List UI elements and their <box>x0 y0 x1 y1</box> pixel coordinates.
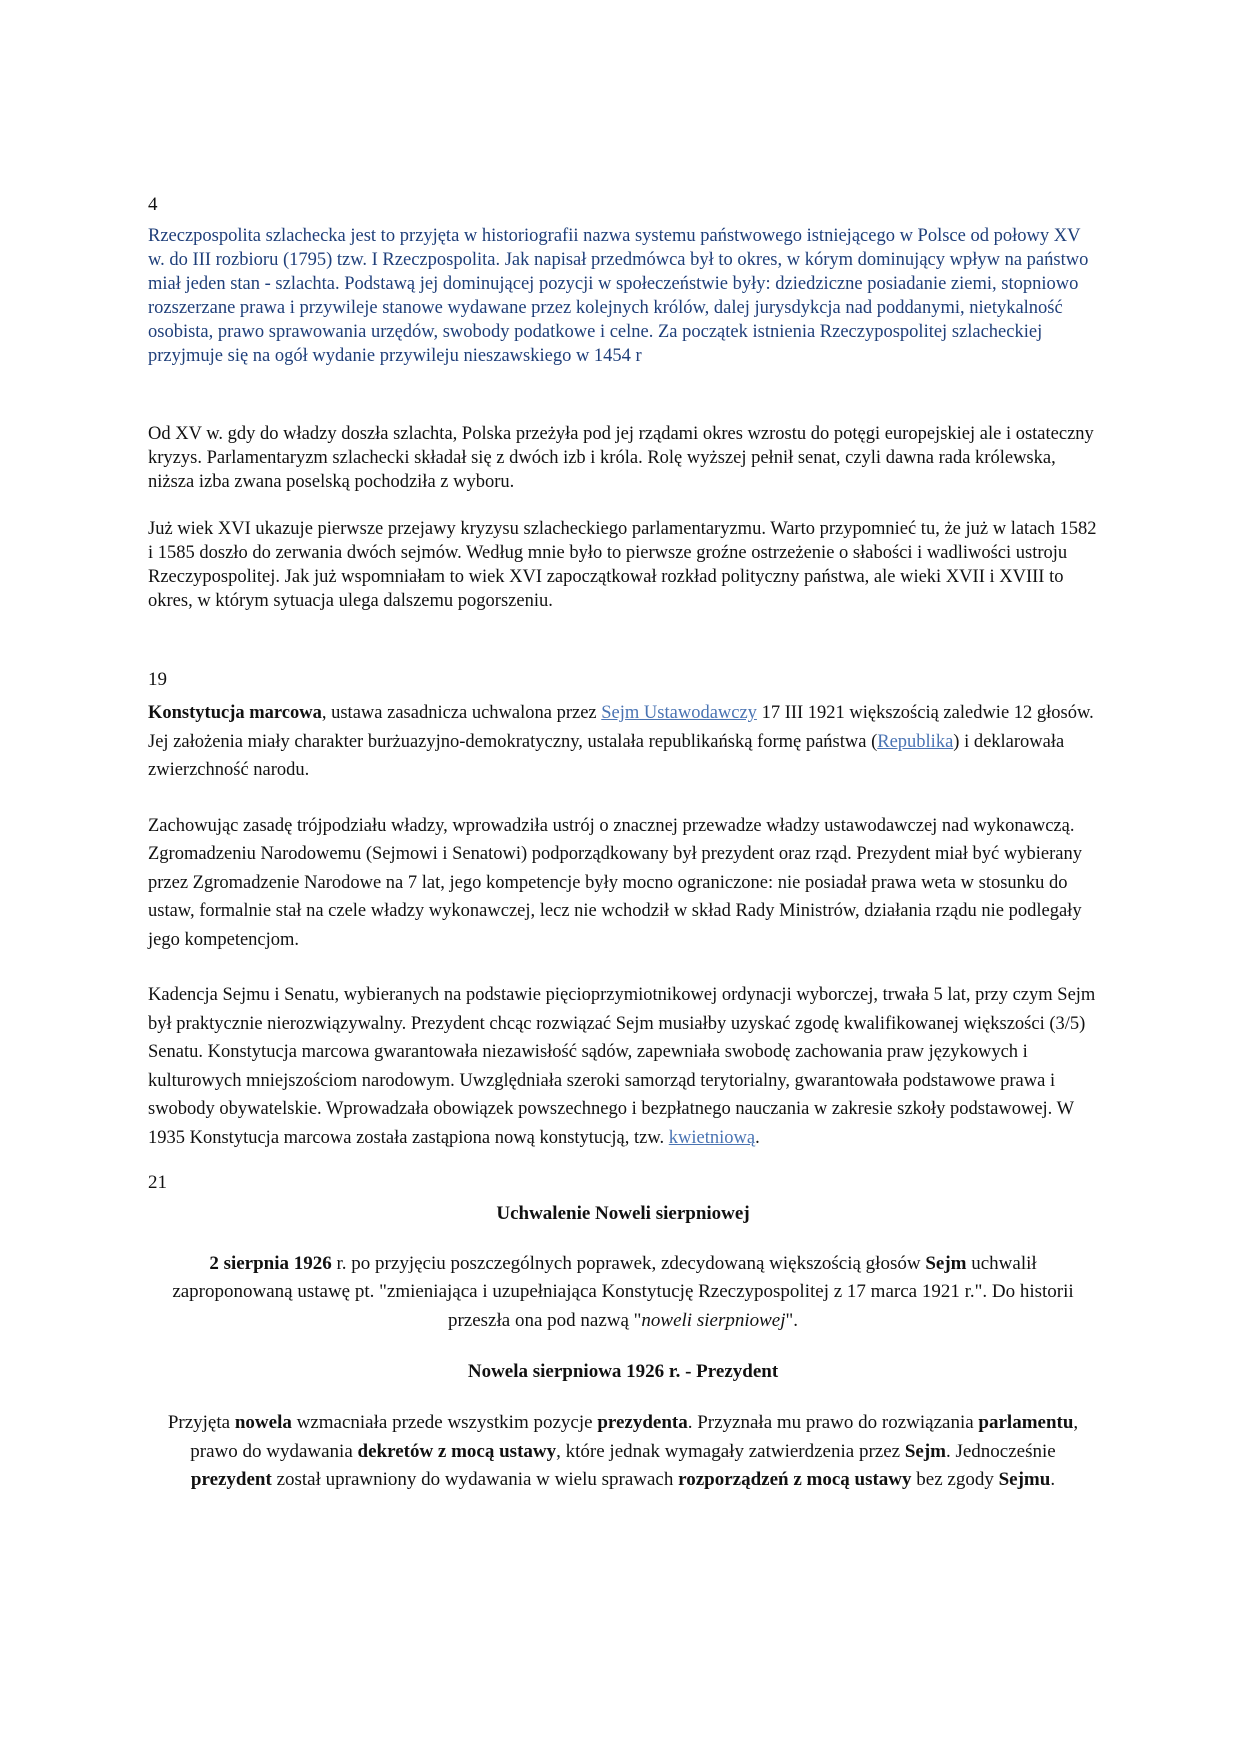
section-number-4: 4 <box>148 194 158 215</box>
paragraph-trojpodzial: Zachowując zasadę trójpodziału władzy, wprowadziła ustrój o znacznej przewadze władzy ustawodawczej nad wykonawczą. Zgromadzeniu Narodowemu (Sejmowi i Senatowi) podporządkowany był prezydent oraz rząd. Prezydent miał być wybierany przez Zgromadzenie Narodowe na 7 lat, jego kompetencje były mocno ograniczone: nie posiadał prawa weta w stosunku do ustaw, formalnie stał na czele władzy wykonawczej, lecz nie wchodził w skład Rady Ministrów, działania rządu nie podlegały jego kompetencjom. <box>148 815 1082 950</box>
paragraph-konstytucja-marcowa: Konstytucja marcowa, ustawa zasadnicza uchwalona przez Sejm Ustawodawczy 17 III 1921 większością zaledwie 12 głosów. Jej założenia miały charakter burżuazyjno-demokratyczny, ustalała republikańską formę państwa (Republika) i deklarowała zwierzchność narodu. <box>148 703 1094 780</box>
paragraph-nowela-prezydent: Przyjęta nowela wzmacniała przede wszystkim pozycje prezydenta. Przyznała mu prawo do rozwiązania parlamentu, prawo do wydawania dekretów z mocą ustawy, które jednak wymagały zatwierdzenia przez Sejm. Jednocześnie prezydent został uprawniony do wydawania w wielu sprawach rozporządzeń z mocą ustawy bez zgody Sejmu. <box>167 1412 1079 1490</box>
heading-nowela-prezydent: Nowela sierpniowa 1926 r. - Prezydent <box>467 1361 779 1382</box>
section-number-19: 19 <box>148 669 167 690</box>
heading-uchwalenie-noweli: Uchwalenie Noweli sierpniowej <box>496 1202 750 1224</box>
link-republika[interactable]: Republika <box>877 731 954 752</box>
link-sejm-ustawodawczy[interactable]: Sejm Ustawodawczy <box>601 703 757 723</box>
paragraph-rzeczpospolita-szlachecka: Rzeczpospolita szlachecka jest to przyjęta w historiografii nazwa systemu państwowego istniejącego w Polsce od połowy XV w. do III rozbioru (1795) tzw. I Rzeczpospolita. Jak napisał przedmówca był to okres, w kórym dominujący wpływ na państwo miał jeden stan - szlachta. Podstawą jej dominującej pozycji w społeczeństwie były: dziedziczne posiadanie ziemi, stopniowo rozszerzane prawa i przywileje stanowe wydawane przez kolejnych królów, dalej jurysdykcja nad poddanymi, nietykalność osobista, prawo sprawowania urzędów, swobody podatkowe i celne. Za początek istnienia Rzeczypospolitej szlacheckiej przyjmuje się na ogół wydanie przywileju nieszawskiego w 1454 r <box>148 226 1089 366</box>
paragraph-2-sierpnia: 2 sierpnia 1926 r. po przyjęciu poszczególnych poprawek, zdecydowaną większością głosów Sejm uchwalił zaproponowaną ustawę pt. "zmieniająca i uzupełniająca Konstytucję Rzeczypospolitej z 17 marca 1921 r.". Do historii przeszła ona pod nazwą "noweli sierpniowej". <box>172 1252 1074 1331</box>
paragraph-parlamentaryzm: Od XV w. gdy do władzy doszła szlachta, Polska przeżyła pod jej rządami okres wzrostu do potęgi europejskiej ale i ostateczny kryzys. Parlamentaryzm szlachecki składał się z dwóch izb i króla. Rolę wyższej pełnił senat, czyli dawna rada królewska, niższa izba zwana poselską pochodziła z wyboru. <box>148 424 1094 492</box>
paragraph-kryzys: Już wiek XVI ukazuje pierwsze przejawy kryzysu szlacheckiego parlamentaryzmu. Warto przypomnieć tu, że już w latach 1582 i 1585 doszło do zerwania dwóch sejmów. Według mnie było to pierwsze groźne ostrzeżenie o słabości i wadliwości ustroju Rzeczypospolitej. Jak już wspomniałam to wiek XVI zapoczątkował rozkład polityczny państwa, ale wieki XVII i XVIII to okres, w którym sytuacja ulega dalszemu pogorszeniu. <box>148 519 1097 611</box>
section-number-21: 21 <box>148 1171 167 1193</box>
term-konstytucja-marcowa: Konstytucja marcowa <box>148 703 322 723</box>
document-content <box>148 193 1098 1495</box>
paragraph-kadencja: Kadencja Sejmu i Senatu, wybieranych na podstawie pięcioprzymiotnikowej ordynacji wyborczej, trwała 5 lat, przy czym Sejm był praktycznie nierozwiązywalny. Prezydent chcąc rozwiązać Sejm musiałby uzyskać zgodę kwalifikowanej większości (3/5) Senatu. Konstytucja marcowa gwarantowała niezawisłość sądów, zapewniała swobodę zachowania praw językowych i kulturowych mniejszościom narodowym. Uwzględniała szeroki samorząd terytorialny, gwarantowała podstawowe prawa i swobody obywatelskie. Wprowadzała obowiązek powszechnego i bezpłatnego nauczania w zakresie szkoły podstawowej. W 1935 Konstytucja marcowa została zastąpiona nową konstytucją, tzw. kwietniową. <box>148 985 1096 1148</box>
link-kwietniowa[interactable]: kwietniową <box>668 1127 756 1148</box>
